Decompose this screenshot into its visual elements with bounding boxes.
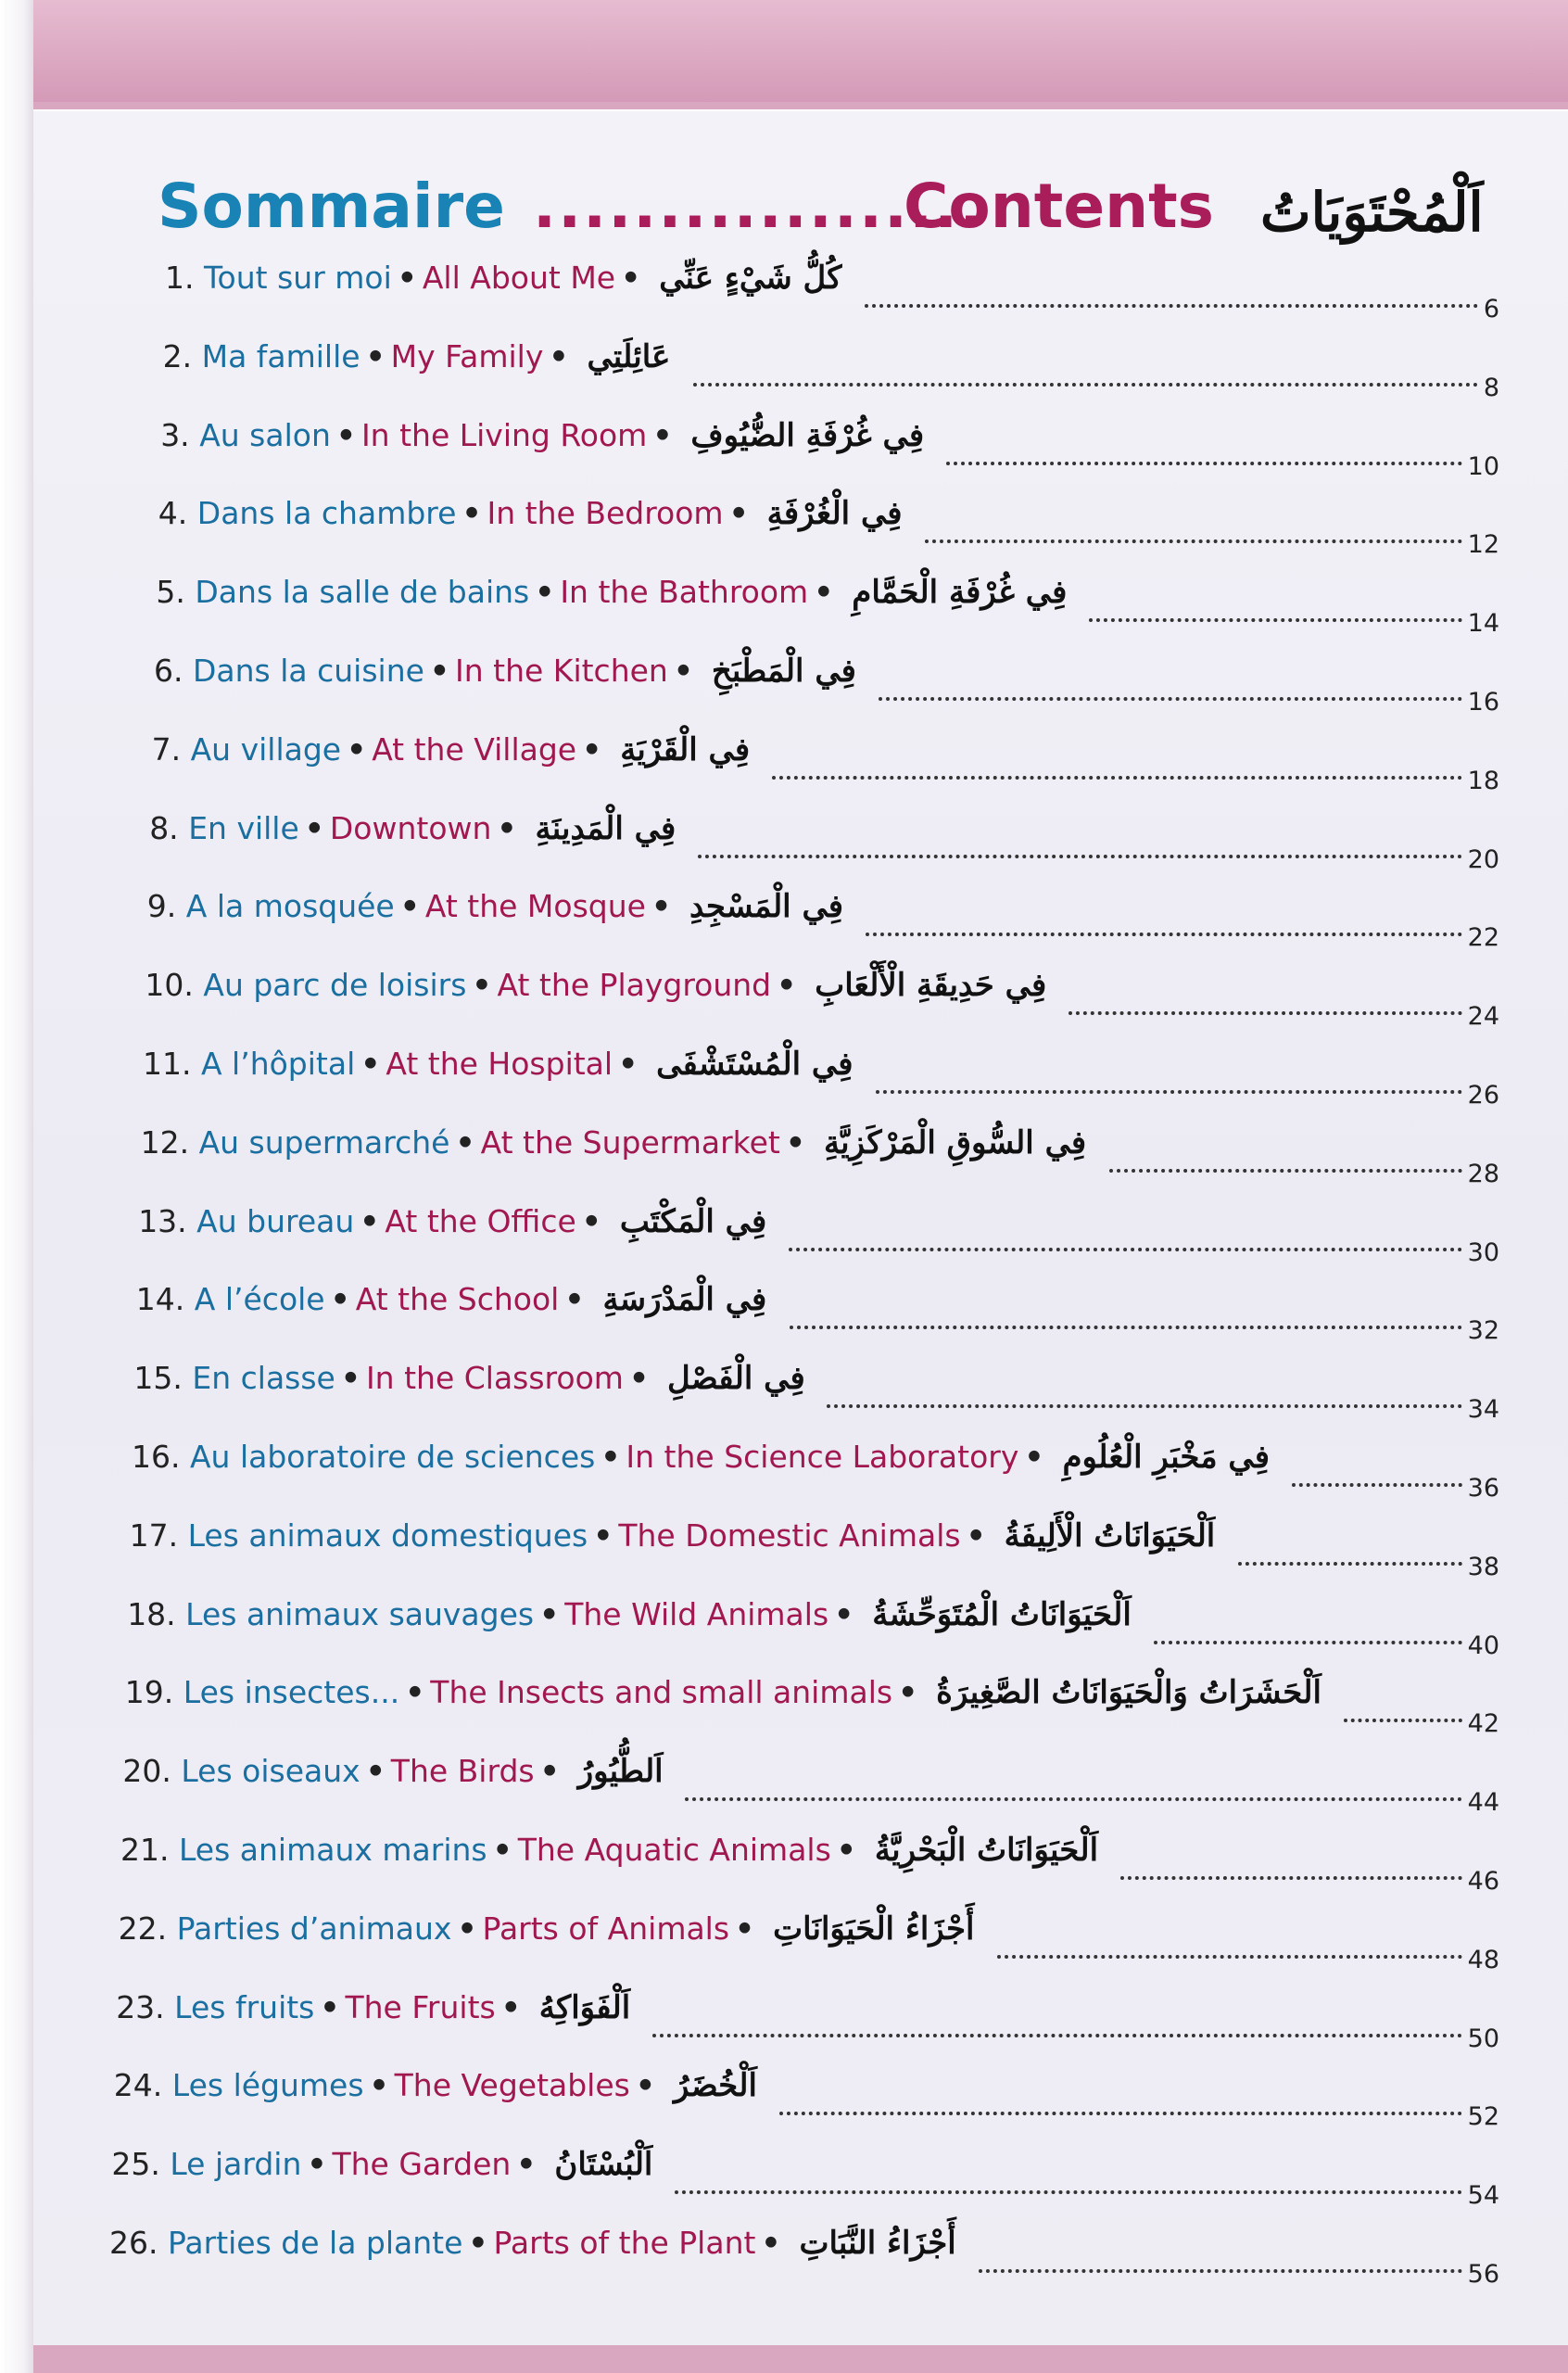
entry-number: 24.: [113, 2067, 163, 2104]
bullet-separator: •: [836, 1832, 856, 1868]
bullet-separator: •: [347, 730, 367, 768]
dot-leader: [1344, 1691, 1462, 1722]
contents-header: [0, 165, 1568, 248]
entry-title-french: Les animaux marins: [178, 1832, 487, 1868]
entry-page-number: 48: [1467, 1945, 1499, 1974]
entry-title-english: The Fruits: [345, 1988, 496, 2025]
entry-title-arabic: اَلْفَوَاكِهُ: [538, 1988, 631, 2026]
entry-number: 6.: [154, 653, 183, 689]
bullet-separator: •: [539, 1753, 560, 1790]
entry-number: 3.: [160, 416, 190, 453]
dot-leader: [772, 748, 1462, 780]
bullet-separator: •: [369, 2067, 389, 2104]
entry-page-number: 28: [1467, 1159, 1499, 1188]
entry-titles: [160, 408, 924, 463]
entry-title-french: Dans la cuisine: [193, 653, 424, 689]
bullet-separator: •: [834, 1595, 854, 1632]
entry-title-english: The Insects and small animals: [430, 1674, 893, 1711]
entry-number: 26.: [109, 2225, 158, 2261]
entry-title-english: All About Me: [422, 260, 616, 296]
entry-title-english: At the School: [355, 1281, 560, 1318]
contents-entry[interactable]: [0, 1194, 1568, 1272]
entry-title-french: Au bureau: [196, 1202, 355, 1239]
entry-title-french: Au village: [190, 730, 342, 768]
entry-titles: [156, 565, 1067, 620]
bullet-separator: •: [539, 1595, 560, 1632]
entry-page-number: 50: [1467, 2024, 1499, 2053]
entry-page-number: 8: [1483, 373, 1499, 402]
entry-title-french: Au laboratoire de sciences: [189, 1439, 596, 1475]
entry-page-number: 12: [1467, 530, 1499, 560]
entry-title-arabic: اَلْحَيَوَانَاتُ الْمُتَوَحِّشَةُ: [872, 1595, 1132, 1633]
entry-number: 20.: [122, 1753, 171, 1790]
entry-title-arabic: اَلْحَيَوَانَاتُ الْبَحْرِيَّةُ: [874, 1832, 1099, 1869]
bullet-separator: •: [365, 337, 386, 374]
bullet-separator: •: [898, 1674, 918, 1711]
entry-number: 10.: [145, 967, 194, 1004]
entry-title-english: At the Playground: [497, 967, 772, 1004]
entry-titles: [165, 250, 842, 306]
entry-number: 14.: [135, 1281, 185, 1318]
entry-title-english: My Family: [390, 337, 544, 374]
bullet-separator: •: [468, 2225, 488, 2261]
entry-page-number: 44: [1467, 1788, 1499, 1818]
entry-title-english: In the Bedroom: [487, 495, 724, 532]
entry-title-arabic: فِي غُرْفَةِ الضُّيُوفِ: [690, 416, 925, 454]
dot-leader: [685, 1770, 1462, 1801]
contents-entry[interactable]: [0, 1508, 1568, 1586]
bullet-separator: •: [618, 1046, 639, 1082]
contents-entry[interactable]: [0, 801, 1568, 879]
entry-number: 12.: [140, 1123, 190, 1161]
pink-cover-bottom: [0, 2345, 1568, 2373]
bullet-separator: •: [304, 809, 324, 846]
entry-number: 8.: [149, 809, 179, 846]
entry-titles: [132, 1429, 1270, 1485]
contents-entry[interactable]: [0, 1272, 1568, 1350]
contents-entry[interactable]: [0, 1980, 1568, 2058]
bullet-separator: •: [735, 1910, 755, 1947]
entry-title-english: The Birds: [390, 1753, 535, 1790]
dot-leader: [876, 1062, 1462, 1094]
entry-page-number: 34: [1467, 1395, 1499, 1425]
entry-title-french: Les oiseaux: [181, 1753, 360, 1790]
entry-number: 2.: [162, 337, 193, 374]
entry-title-french: Dans la salle de bains: [195, 574, 530, 611]
entry-title-arabic: فِي الْقَرْيَةِ: [620, 730, 751, 768]
dot-leader: [865, 276, 1478, 308]
bullet-separator: •: [728, 495, 749, 532]
entry-title-arabic: فِي الْمَدْرَسَةِ: [602, 1281, 767, 1319]
entry-number: 4.: [158, 495, 188, 532]
entry-title-french: Au salon: [199, 416, 331, 453]
dot-leader: [1069, 983, 1462, 1015]
entry-page-number: 36: [1467, 1474, 1499, 1503]
contents-entry[interactable]: [0, 1115, 1568, 1193]
entry-title-english: The Garden: [332, 2146, 512, 2183]
bullet-separator: •: [549, 337, 569, 374]
bullet-separator: •: [330, 1281, 350, 1318]
entry-title-french: Au supermarché: [198, 1123, 450, 1161]
entry-title-arabic: فِي الْفَصْلِ: [667, 1360, 805, 1398]
entry-page-number: 42: [1467, 1709, 1499, 1739]
entry-title-arabic: اَلْحَيَوَانَاتُ الْأَلِيفَةُ: [1004, 1516, 1216, 1555]
entry-number: 13.: [138, 1202, 187, 1239]
bullet-separator: •: [1024, 1439, 1044, 1475]
entry-titles: [125, 1665, 1321, 1720]
entry-title-arabic: فِي الْمَكْتَبِ: [619, 1202, 767, 1240]
entry-titles: [127, 1587, 1132, 1643]
entry-page-number: 14: [1467, 609, 1499, 639]
contents-entry[interactable]: [0, 1587, 1568, 1665]
entry-title-english: At the Village: [372, 730, 577, 768]
entry-titles: [133, 1351, 804, 1406]
entry-titles: [163, 329, 671, 385]
entry-title-french: Ma famille: [201, 337, 360, 374]
title-dot-leader: ..................: [533, 171, 985, 242]
entry-page-number: 6: [1483, 295, 1499, 324]
bullet-separator: •: [455, 1123, 475, 1161]
entry-page-number: 30: [1467, 1237, 1499, 1267]
entry-titles: [111, 2137, 652, 2192]
bullet-separator: •: [335, 416, 356, 453]
dot-leader: [879, 669, 1462, 701]
bullet-separator: •: [581, 1202, 601, 1239]
bullet-separator: •: [320, 1988, 340, 2025]
bullet-separator: •: [429, 653, 450, 689]
entry-titles: [120, 1822, 1098, 1878]
contents-entry[interactable]: [0, 329, 1568, 407]
bullet-separator: •: [652, 416, 673, 453]
entry-title-english: Parts of the Plant: [493, 2225, 756, 2261]
contents-entry[interactable]: [0, 643, 1568, 721]
entry-title-english: In the Science Laboratory: [626, 1439, 1019, 1475]
entry-titles: [158, 486, 903, 541]
dot-leader: [779, 2084, 1462, 2115]
entry-title-french: Les animaux sauvages: [185, 1595, 535, 1632]
dot-leader: [675, 2163, 1462, 2194]
bullet-separator: •: [462, 495, 482, 532]
bullet-separator: •: [628, 1360, 650, 1397]
entry-title-arabic: فِي السُّوقِ الْمَرْكَزِيَّةِ: [823, 1123, 1087, 1161]
bullet-separator: •: [500, 1988, 521, 2025]
entry-title-arabic: فِي الْمُسْتَشْفَى: [656, 1046, 854, 1083]
title-arabic: اَلْمُحْتَوَيَاتُ: [1260, 181, 1484, 244]
entry-titles: [136, 1272, 767, 1327]
entry-title-french: A l’hôpital: [200, 1046, 356, 1082]
entry-title-french: En ville: [188, 809, 299, 846]
bullet-separator: •: [814, 574, 834, 611]
bullet-separator: •: [360, 1046, 381, 1082]
entry-title-arabic: عَائِلَتِي: [587, 337, 671, 375]
dot-leader: [997, 1927, 1462, 1959]
entry-page-number: 10: [1467, 451, 1499, 481]
entry-title-french: A l’école: [194, 1281, 325, 1318]
entry-title-arabic: فِي الْمَدِينَةِ: [535, 809, 677, 847]
bullet-separator: •: [399, 888, 420, 925]
dot-leader: [789, 1220, 1462, 1251]
entry-title-french: Les fruits: [174, 1988, 315, 2025]
entry-title-english: In the Classroom: [365, 1360, 624, 1397]
entry-page-number: 16: [1467, 688, 1499, 717]
bullet-separator: •: [785, 1123, 805, 1161]
entry-titles: [141, 1115, 1087, 1171]
entry-number: 18.: [127, 1595, 176, 1632]
entry-number: 17.: [129, 1516, 179, 1554]
entry-number: 9.: [146, 888, 177, 925]
contents-entry[interactable]: [0, 565, 1568, 642]
entry-number: 23.: [116, 1988, 165, 2025]
entry-title-english: Parts of Animals: [482, 1910, 730, 1947]
entry-title-french: Le jardin: [170, 2146, 302, 2183]
entry-page-number: 22: [1467, 923, 1499, 953]
entry-titles: [147, 879, 843, 934]
dot-leader: [827, 1377, 1462, 1408]
bullet-separator: •: [457, 1910, 477, 1947]
bullet-separator: •: [405, 1674, 425, 1711]
contents-entry[interactable]: [0, 1351, 1568, 1428]
entry-title-french: Tout sur moi: [204, 260, 392, 296]
entry-titles: [114, 2058, 757, 2113]
entry-title-english: In the Living Room: [360, 416, 648, 453]
entry-title-arabic: اَلْبُسْتَانُ: [554, 2146, 653, 2184]
entry-title-french: A la mosquée: [185, 888, 395, 925]
entry-number: 7.: [151, 730, 182, 768]
entry-title-english: The Vegetables: [394, 2067, 630, 2104]
entry-title-french: Dans la chambre: [196, 495, 457, 532]
entry-page-number: 46: [1467, 1867, 1499, 1896]
contents-entry[interactable]: [0, 1429, 1568, 1507]
entry-title-arabic: فِي الْمَسْجِدِ: [689, 888, 844, 926]
bullet-separator: •: [651, 888, 672, 925]
dot-leader: [925, 512, 1462, 543]
entry-page-number: 56: [1467, 2260, 1499, 2289]
entry-titles: [116, 1980, 630, 2036]
entry-title-english: The Aquatic Animals: [517, 1832, 831, 1868]
entry-title-arabic: اَلْحَشَرَاتُ وَالْحَيَوَانَاتُ الصَّغِيرَةُ: [936, 1674, 1321, 1712]
bullet-separator: •: [593, 1516, 613, 1554]
title-english: Contents: [904, 171, 1214, 242]
bullet-separator: •: [564, 1281, 585, 1318]
bullet-separator: •: [497, 809, 517, 846]
entry-titles: [119, 1901, 975, 1957]
entry-title-arabic: فِي الْمَطْبَخِ: [711, 653, 856, 690]
dot-leader: [1292, 1455, 1462, 1487]
entry-number: 19.: [124, 1674, 174, 1711]
entry-titles: [152, 722, 750, 778]
entry-number: 22.: [118, 1910, 168, 1947]
entry-title-english: At the Hospital: [386, 1046, 613, 1082]
entry-titles: [143, 1036, 854, 1092]
dot-leader: [1238, 1534, 1462, 1566]
contents-entry[interactable]: [0, 250, 1568, 328]
entry-number: 5.: [156, 574, 185, 611]
entry-titles: [154, 643, 856, 699]
entry-page-number: 24: [1467, 1002, 1499, 1032]
entry-title-arabic: كُلُّ شَيْءٍ عَنِّي: [659, 260, 842, 297]
contents-entry[interactable]: [0, 408, 1568, 486]
entry-title-english: At the Supermarket: [480, 1123, 780, 1161]
dot-leader: [1109, 1141, 1462, 1173]
bullet-separator: •: [761, 2225, 781, 2261]
entry-title-french: Parties d’animaux: [176, 1910, 452, 1947]
entry-page-number: 32: [1467, 1316, 1499, 1346]
dot-leader: [698, 827, 1462, 858]
contents-entry[interactable]: [0, 879, 1568, 957]
entry-number: 21.: [120, 1832, 170, 1868]
title-french: Sommaire: [158, 171, 505, 242]
dot-leader: [866, 905, 1462, 936]
entry-title-french: Les animaux domestiques: [187, 1516, 588, 1554]
dot-leader: [790, 1298, 1462, 1329]
contents-entry[interactable]: [0, 2215, 1568, 2293]
entry-title-arabic: أَجْزَاءُ النَّبَاتِ: [799, 2225, 956, 2262]
contents-entry[interactable]: [0, 1744, 1568, 1821]
dot-leader: [693, 355, 1478, 387]
entry-titles: [149, 801, 676, 857]
entry-title-english: At the Mosque: [424, 888, 646, 925]
entry-number: 11.: [143, 1046, 192, 1082]
bullet-separator: •: [535, 574, 555, 611]
bullet-separator: •: [472, 967, 492, 1004]
entry-titles: [145, 958, 1046, 1013]
entry-page-number: 38: [1467, 1552, 1499, 1581]
bullet-separator: •: [397, 260, 417, 296]
contents-entry[interactable]: [0, 1822, 1568, 1900]
entry-page-number: 18: [1467, 766, 1499, 795]
entry-title-arabic: فِي الْغُرْفَةِ: [766, 495, 903, 533]
entry-page-number: 40: [1467, 1631, 1499, 1660]
entry-titles: [109, 2215, 956, 2271]
dot-leader: [979, 2241, 1462, 2273]
entry-number: 25.: [111, 2146, 160, 2183]
entry-title-english: In the Bathroom: [560, 574, 809, 611]
contents-entry[interactable]: [0, 486, 1568, 564]
dot-leader: [1089, 590, 1462, 622]
dot-leader: [946, 434, 1462, 465]
entry-number: 16.: [132, 1439, 181, 1475]
bullet-separator: •: [673, 653, 693, 689]
entry-title-english: The Domestic Animals: [618, 1516, 961, 1554]
contents-entry[interactable]: [0, 1036, 1568, 1114]
entry-number: 1.: [165, 260, 195, 296]
entry-title-english: Downtown: [329, 809, 492, 846]
entry-page-number: 52: [1467, 2102, 1499, 2132]
entry-number: 15.: [133, 1360, 183, 1397]
entry-titles: [122, 1744, 663, 1799]
entry-title-arabic: فِي غُرْفَةِ الْحَمَّامِ: [852, 574, 1068, 612]
contents-entry[interactable]: [0, 722, 1568, 800]
entry-title-french: Les insectes...: [183, 1674, 400, 1711]
entry-title-french: Parties de la plante: [167, 2225, 463, 2261]
entry-title-arabic: أَجْزَاءُ الْحَيَوَانَاتِ: [773, 1910, 975, 1948]
entry-title-french: Les légumes: [171, 2067, 364, 2104]
bullet-separator: •: [340, 1360, 360, 1397]
entry-title-arabic: فِي مَخْبَرِ الْعُلُومِ: [1062, 1439, 1271, 1476]
contents-entry[interactable]: [0, 1665, 1568, 1743]
entry-title-arabic: اَلطُّيُورُ: [577, 1753, 664, 1791]
bullet-separator: •: [365, 1753, 386, 1790]
bullet-separator: •: [635, 2067, 655, 2104]
entry-title-arabic: فِي حَدِيقَةِ الْأَلْعَابِ: [815, 967, 1047, 1005]
bullet-separator: •: [777, 967, 797, 1004]
bullet-separator: •: [516, 2146, 537, 2183]
entry-page-number: 26: [1467, 1081, 1499, 1110]
dot-leader: [652, 2006, 1462, 2037]
bullet-separator: •: [582, 730, 602, 768]
contents-entry[interactable]: [0, 2137, 1568, 2214]
entry-title-french: En classe: [192, 1360, 335, 1397]
entry-title-arabic: اَلْخُضَرُ: [673, 2067, 757, 2105]
pink-cover-top: [0, 0, 1568, 102]
contents-entry[interactable]: [0, 958, 1568, 1035]
entry-titles: [138, 1194, 766, 1250]
dot-leader: [1120, 1848, 1462, 1880]
contents-entry[interactable]: [0, 1901, 1568, 1979]
contents-entry[interactable]: [0, 2058, 1568, 2136]
entry-titles: [130, 1508, 1216, 1564]
bullet-separator: •: [360, 1202, 380, 1239]
dot-leader: [1154, 1613, 1462, 1644]
entry-title-english: The Wild Animals: [564, 1595, 829, 1632]
entry-title-english: In the Kitchen: [455, 653, 668, 689]
bullet-separator: •: [601, 1439, 621, 1475]
bullet-separator: •: [621, 260, 641, 296]
entry-page-number: 54: [1467, 2181, 1499, 2211]
entry-title-french: Au parc de loisirs: [203, 967, 467, 1004]
entry-page-number: 20: [1467, 844, 1499, 874]
bullet-separator: •: [966, 1516, 986, 1554]
entry-title-english: At the Office: [385, 1202, 576, 1239]
bullet-separator: •: [307, 2146, 327, 2183]
bullet-separator: •: [492, 1832, 512, 1868]
